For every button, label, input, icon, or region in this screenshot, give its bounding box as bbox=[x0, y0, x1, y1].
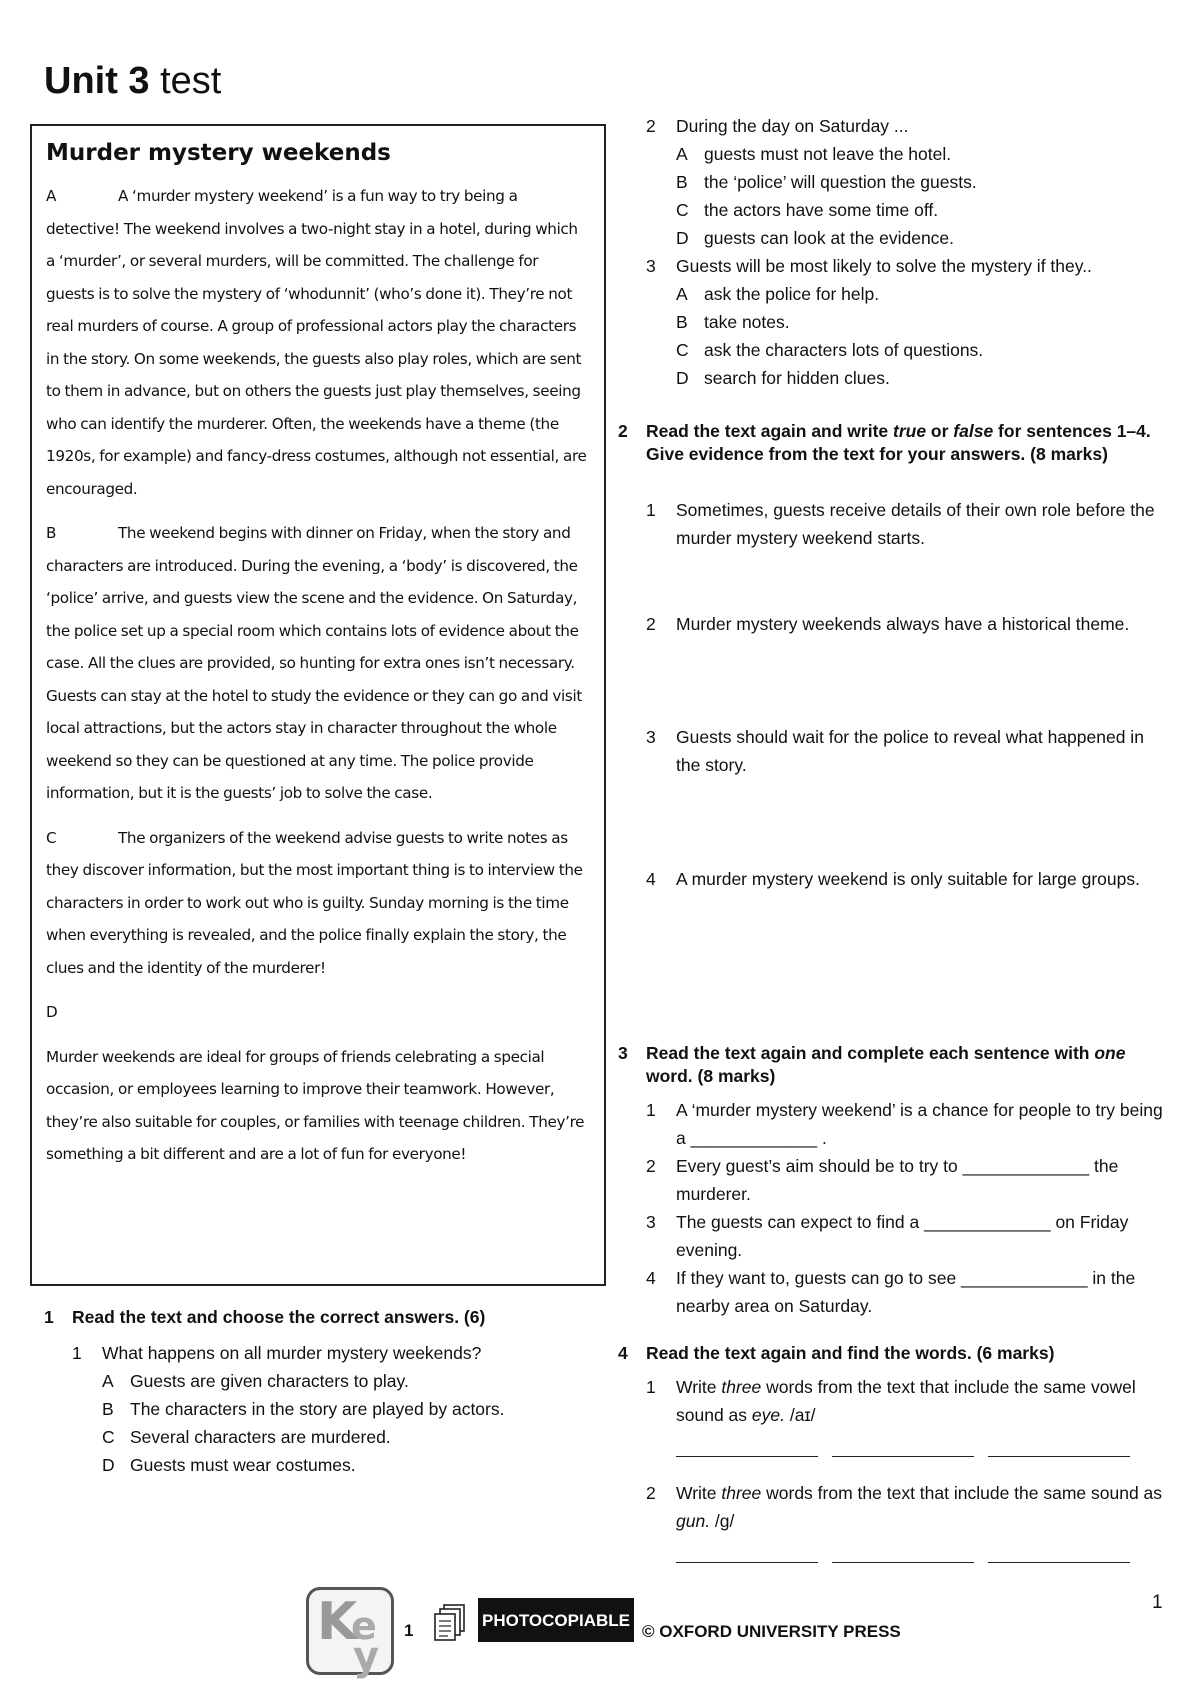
answer-line[interactable] bbox=[676, 1443, 818, 1457]
answer-option[interactable] bbox=[102, 1367, 604, 1395]
page-number: 1 bbox=[1152, 1592, 1163, 1613]
answer-option[interactable] bbox=[676, 224, 1166, 252]
paragraph-letter: D bbox=[46, 1003, 58, 1021]
exercise-heading bbox=[44, 1306, 604, 1329]
answer-option[interactable] bbox=[676, 308, 1166, 336]
task-text: Write bbox=[676, 1377, 722, 1397]
option-letter: A bbox=[676, 284, 688, 304]
answer-option[interactable] bbox=[676, 364, 1166, 392]
logo-letter: y bbox=[353, 1634, 380, 1680]
paragraph-letter: C bbox=[46, 828, 57, 847]
logo-letter: e bbox=[351, 1604, 377, 1648]
answer-option[interactable] bbox=[676, 168, 1166, 196]
question-number: 3 bbox=[646, 256, 656, 276]
exercise-instruction: word. (8 marks) bbox=[646, 1043, 1131, 1086]
option-letter: A bbox=[676, 144, 688, 164]
exercise-4 bbox=[618, 1342, 1168, 1571]
paragraph-letter: A bbox=[46, 187, 57, 205]
exercise-3 bbox=[618, 1042, 1168, 1320]
paragraph-text: A ‘murder mystery weekend’ is a fun way to try being a detective! The weekend involves a two-night stay in a hotel, during which a ‘murder’, or several murders, will be committed. The challenge for guests is to solve the mystery of ‘whodunnit’ (who’s done it). They’re not real murders of course. A group of professional actors play the characters in the story. On some weekends, the guests also play roles, which are sent to them in advance, but on others the guests just play themselves, seeing who can identify the murderer. Often, the weekends have a theme (the 1920s, for example) and fancy-dress costumes, although not essential, are encouraged. bbox=[46, 187, 587, 498]
exercise-instruction: Read the text again and write bbox=[646, 421, 893, 441]
sentence-text: A ‘murder mystery weekend’ is a chance for people to try being a _____________ . bbox=[676, 1100, 1163, 1148]
page-title bbox=[44, 58, 221, 104]
answer-option[interactable] bbox=[102, 1395, 604, 1423]
task-number: 2 bbox=[646, 1483, 656, 1503]
task-example-word: gun. bbox=[676, 1511, 711, 1531]
answer-option[interactable] bbox=[676, 336, 1166, 364]
task-text: words from the text that include the same sound as bbox=[761, 1483, 1167, 1503]
statement-number: 4 bbox=[646, 869, 656, 889]
answer-line[interactable] bbox=[676, 1549, 818, 1563]
exercise-1 bbox=[44, 1306, 604, 1479]
exercise-number: 3 bbox=[618, 1043, 628, 1063]
option-text: search for hidden clues. bbox=[704, 368, 890, 388]
exercise-number: 4 bbox=[618, 1343, 628, 1363]
option-letter: C bbox=[102, 1427, 115, 1447]
exercise-2-item-4 bbox=[646, 865, 1166, 893]
option-letter: C bbox=[676, 340, 689, 360]
statement-number: 1 bbox=[646, 500, 656, 520]
question-number: 1 bbox=[72, 1343, 82, 1363]
gap-sentence[interactable] bbox=[646, 1096, 1168, 1152]
sentence-text: If they want to, guests can go to see _____________ in the nearby area on Saturday. bbox=[676, 1268, 1136, 1316]
exercise-number: 2 bbox=[618, 421, 628, 441]
exercise-instruction: Read the text again and find the words. (6 marks) bbox=[646, 1343, 1055, 1363]
statement-text: Murder mystery weekends always have a historical theme. bbox=[676, 614, 1130, 634]
exercise-instruction: Read the text again and complete each sentence with bbox=[646, 1043, 1095, 1063]
answer-option[interactable] bbox=[676, 140, 1166, 168]
question-text: During the day on Saturday ... bbox=[676, 116, 909, 136]
phonetic-symbol: /aɪ/ bbox=[784, 1405, 816, 1425]
option-letter: A bbox=[102, 1371, 114, 1391]
answer-line[interactable] bbox=[988, 1549, 1130, 1563]
level-number: 1 bbox=[404, 1621, 414, 1640]
option-text: Guests are given characters to play. bbox=[130, 1371, 409, 1391]
task-emphasis: three bbox=[721, 1377, 762, 1397]
question-text: Guests will be most likely to solve the mystery if they.. bbox=[676, 256, 1092, 276]
statement-text: Guests should wait for the police to reveal what happened in the story. bbox=[676, 727, 1144, 775]
statement bbox=[646, 865, 1166, 893]
paragraph-text: Murder weekends are ideal for groups of friends celebrating a special occasion, or employees learning to improve their teamwork. However, they’re also suitable for couples, or families with teenage children. They’re something a bit different and are a lot of fun for everyone! bbox=[46, 1047, 585, 1163]
option-letter: D bbox=[676, 368, 689, 388]
exercise-instruction: or bbox=[926, 421, 954, 441]
reading-text-box bbox=[30, 124, 606, 1286]
reading-paragraph-a bbox=[46, 180, 590, 505]
copyright-notice: © OXFORD UNIVERSITY PRESS bbox=[642, 1622, 901, 1641]
exercise-2-item-2 bbox=[646, 610, 1166, 638]
sentence-text: Every guest’s aim should be to try to _____________ the murderer. bbox=[676, 1156, 1119, 1204]
gap-sentence[interactable] bbox=[646, 1264, 1168, 1320]
key-logo bbox=[306, 1587, 394, 1680]
paragraph-text: The organizers of the weekend advise guests to write notes as they discover information, but the most important thing is to interview the characters in order to work out who is guilty. Sunday morning is the time when everything is revealed, and the police finally explain the story, the clues and the identity of the murderer! bbox=[46, 828, 583, 977]
task-number: 1 bbox=[646, 1377, 656, 1397]
paragraph-letter: B bbox=[46, 524, 57, 542]
exercise-heading bbox=[618, 1042, 1168, 1088]
question-3 bbox=[646, 252, 1166, 392]
statement-text: A murder mystery weekend is only suitable for large groups. bbox=[676, 869, 1140, 889]
option-text: the ‘police’ will question the guests. bbox=[704, 172, 977, 192]
option-letter: B bbox=[676, 172, 688, 192]
reading-paragraph-d-label bbox=[46, 996, 590, 1029]
option-text: ask the characters lots of questions. bbox=[704, 340, 984, 360]
word-task bbox=[646, 1479, 1168, 1571]
right-column bbox=[646, 112, 1166, 392]
option-letter: B bbox=[676, 312, 688, 332]
word-task bbox=[646, 1373, 1168, 1465]
option-letter: C bbox=[676, 200, 689, 220]
statement-number: 2 bbox=[646, 614, 656, 634]
page-title-unit: Unit 3 bbox=[44, 60, 150, 102]
exercise-2 bbox=[618, 420, 1168, 474]
answer-line[interactable] bbox=[988, 1443, 1130, 1457]
option-text: guests can look at the evidence. bbox=[704, 228, 955, 248]
phonetic-symbol: /g/ bbox=[710, 1511, 735, 1531]
reading-paragraph-b bbox=[46, 517, 590, 810]
exercise-heading bbox=[618, 420, 1168, 466]
task-text: words from the text that include the same vowel sound as bbox=[676, 1377, 1141, 1425]
question-number: 2 bbox=[646, 116, 656, 136]
sentence-number: 4 bbox=[646, 1268, 656, 1288]
statement bbox=[646, 723, 1166, 779]
answer-option[interactable] bbox=[676, 280, 1166, 308]
option-letter: D bbox=[676, 228, 689, 248]
page-title-test: test bbox=[149, 60, 222, 102]
emphasis-one: one bbox=[1094, 1043, 1126, 1063]
exercise-instruction: Read the text and choose the correct answers. (6) bbox=[72, 1307, 486, 1327]
exercise-heading bbox=[618, 1342, 1168, 1365]
option-text: Several characters are murdered. bbox=[130, 1427, 391, 1447]
option-text: The characters in the story are played by actors. bbox=[130, 1399, 505, 1419]
logo-letter: K bbox=[317, 1592, 358, 1652]
answer-lines bbox=[676, 1437, 1168, 1465]
sentence-text: The guests can expect to find a _____________ on Friday evening. bbox=[676, 1212, 1129, 1260]
sentence-number: 2 bbox=[646, 1156, 656, 1176]
statement-number: 3 bbox=[646, 727, 656, 747]
gap-sentence[interactable] bbox=[646, 1152, 1168, 1208]
reading-title: Murder mystery weekends bbox=[46, 140, 391, 166]
statement bbox=[646, 610, 1166, 638]
exercise-instruction: for sentences 1–4. Give evidence from the text for your answers. (8 marks) bbox=[646, 421, 1156, 464]
emphasis-true: true bbox=[893, 421, 927, 441]
task-example-word: eye. bbox=[751, 1405, 785, 1425]
question-2 bbox=[646, 112, 1166, 252]
reading-paragraph-d bbox=[46, 1041, 590, 1171]
task-emphasis: three bbox=[721, 1483, 762, 1503]
answer-option[interactable] bbox=[102, 1451, 604, 1479]
exercise-2-item-1 bbox=[646, 496, 1166, 552]
option-text: the actors have some time off. bbox=[704, 200, 939, 220]
photocopy-icon bbox=[432, 1603, 468, 1643]
option-text: ask the police for help. bbox=[704, 284, 880, 304]
reading-paragraph-c bbox=[46, 822, 590, 985]
option-letter: D bbox=[102, 1455, 115, 1475]
answer-line[interactable] bbox=[832, 1549, 974, 1563]
statement bbox=[646, 496, 1166, 552]
question-1 bbox=[72, 1339, 604, 1479]
answer-line[interactable] bbox=[832, 1443, 974, 1457]
option-text: guests must not leave the hotel. bbox=[704, 144, 952, 164]
task-text: Write bbox=[676, 1483, 722, 1503]
answer-lines bbox=[676, 1543, 1168, 1571]
exercise-number: 1 bbox=[44, 1307, 54, 1327]
emphasis-false: false bbox=[953, 421, 994, 441]
paragraph-text: The weekend begins with dinner on Friday, when the story and characters are introduced. During the evening, a ‘body’ is discovered, the ‘police’ arrive, and guests view the scene and the evidence. On Saturday, the police set up a special room which contains lots of evidence about the case. All the clues are provided, so hunting for extra ones isn’t necessary. Guests can stay at the hotel to study the evidence or they can go and visit local attractions, but the actors stay in character throughout the whole weekend so they can be questioned at any time. The police provide information, but it is the guests’ job to solve the case. bbox=[46, 524, 582, 802]
answer-option[interactable] bbox=[102, 1423, 604, 1451]
photocopiable-label: PHOTOCOPIABLE bbox=[478, 1598, 634, 1642]
sentence-number: 1 bbox=[646, 1100, 656, 1120]
gap-sentence[interactable] bbox=[646, 1208, 1168, 1264]
option-letter: B bbox=[102, 1399, 114, 1419]
option-text: take notes. bbox=[704, 312, 790, 332]
question-text: What happens on all murder mystery weekends? bbox=[102, 1343, 482, 1363]
answer-option[interactable] bbox=[676, 196, 1166, 224]
sentence-number: 3 bbox=[646, 1212, 656, 1232]
option-text: Guests must wear costumes. bbox=[130, 1455, 356, 1475]
statement-text: Sometimes, guests receive details of their own role before the murder mystery weekend starts. bbox=[676, 500, 1155, 548]
exercise-2-item-3 bbox=[646, 723, 1166, 779]
